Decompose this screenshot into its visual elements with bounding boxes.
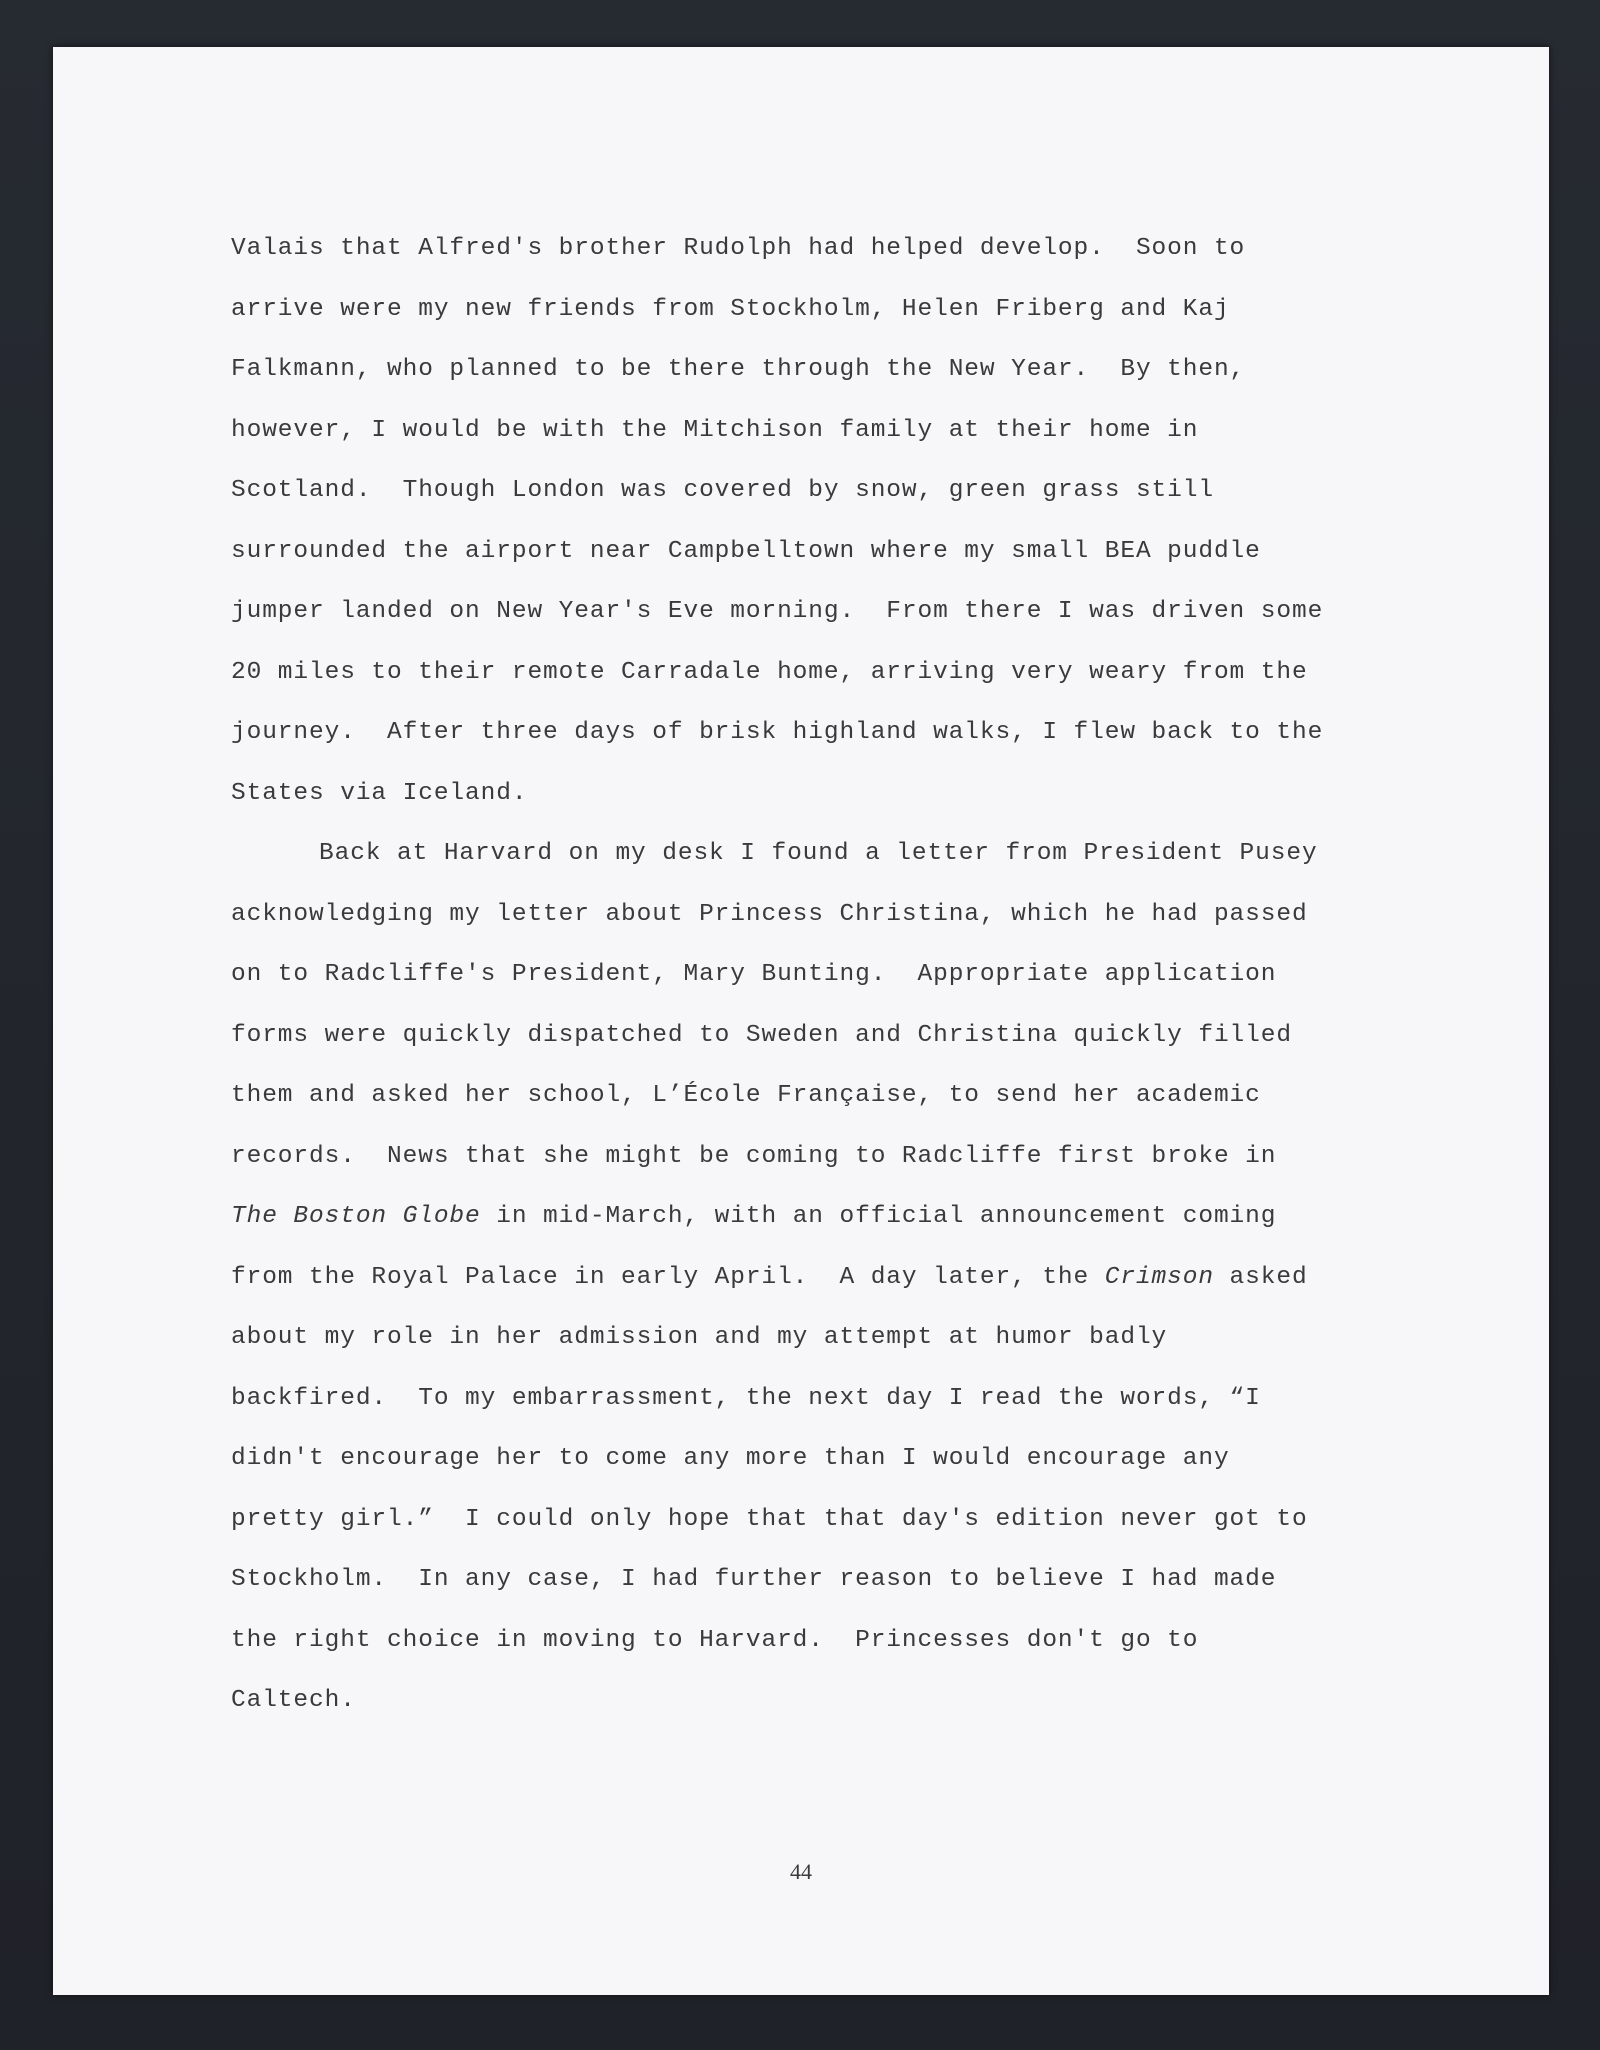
text-line: States via Iceland. [231, 779, 528, 807]
text-line: on to Radcliffe's President, Mary Bunting. Appropriate application [231, 961, 1277, 988]
text-line: however, I would be with the Mitchison family at their home in [231, 416, 1199, 444]
page-number: 44 [790, 1859, 812, 1884]
text-span: from the Royal Palace in early April. A day later, the [231, 1263, 1105, 1291]
text-line [231, 1248, 1431, 1309]
text-line: Falkmann, who planned to be there through the New Year. By then, [231, 356, 1246, 383]
text-line: pretty girl.” I could only hope that that day's edition never got to [231, 1505, 1308, 1533]
text-line: acknowledging my letter about Princess Christina, which he had passed [231, 900, 1308, 928]
text-line: 20 miles to their remote Carradale home, arriving very weary from the [231, 658, 1308, 686]
paragraph-2 [231, 824, 1431, 1732]
document-page [53, 47, 1549, 1995]
italic-title: Crimson [1104, 1263, 1214, 1291]
text-line: Valais that Alfred's brother Rudolph had helped develop. Soon to [231, 235, 1246, 262]
text-line: Scotland. Though London was covered by snow, green grass still [231, 477, 1214, 504]
text-line: journey. After three days of brisk highland walks, I flew back to the [231, 719, 1324, 746]
text-line: Caltech. [231, 1687, 356, 1714]
text-line: didn't encourage her to come any more than I would encourage any [231, 1445, 1230, 1472]
text-line: forms were quickly dispatched to Sweden and Christina quickly filled [231, 1021, 1292, 1049]
text-line: the right choice in moving to Harvard. Princesses don't go to [231, 1626, 1199, 1654]
text-span: in mid-March, with an official announcement coming [480, 1203, 1277, 1230]
text-line: jumper landed on New Year's Eve morning. From there I was driven some [231, 598, 1324, 625]
text-line: records. News that she might be coming to Radcliffe first broke in [231, 1142, 1277, 1170]
italic-title: The Boston Globe [231, 1203, 481, 1230]
paragraph-1 [231, 219, 1431, 824]
text-line: Back at Harvard on my desk I found a letter from President Pusey [319, 840, 1318, 867]
body-text [231, 219, 1431, 1732]
text-line: arrive were my new friends from Stockholm, Helen Friberg and Kaj [231, 295, 1230, 323]
text-line: surrounded the airport near Campbelltown where my small BEA puddle [231, 537, 1261, 565]
text-line: backfired. To my embarrassment, the next day I read the words, “I [231, 1384, 1261, 1412]
text-line [231, 1187, 1431, 1248]
text-line: about my role in her admission and my attempt at humor badly [231, 1324, 1168, 1351]
text-line: them and asked her school, L’École Française, to send her academic [231, 1082, 1261, 1109]
text-line: Stockholm. In any case, I had further reason to believe I had made [231, 1566, 1277, 1593]
text-span: asked [1213, 1263, 1308, 1291]
